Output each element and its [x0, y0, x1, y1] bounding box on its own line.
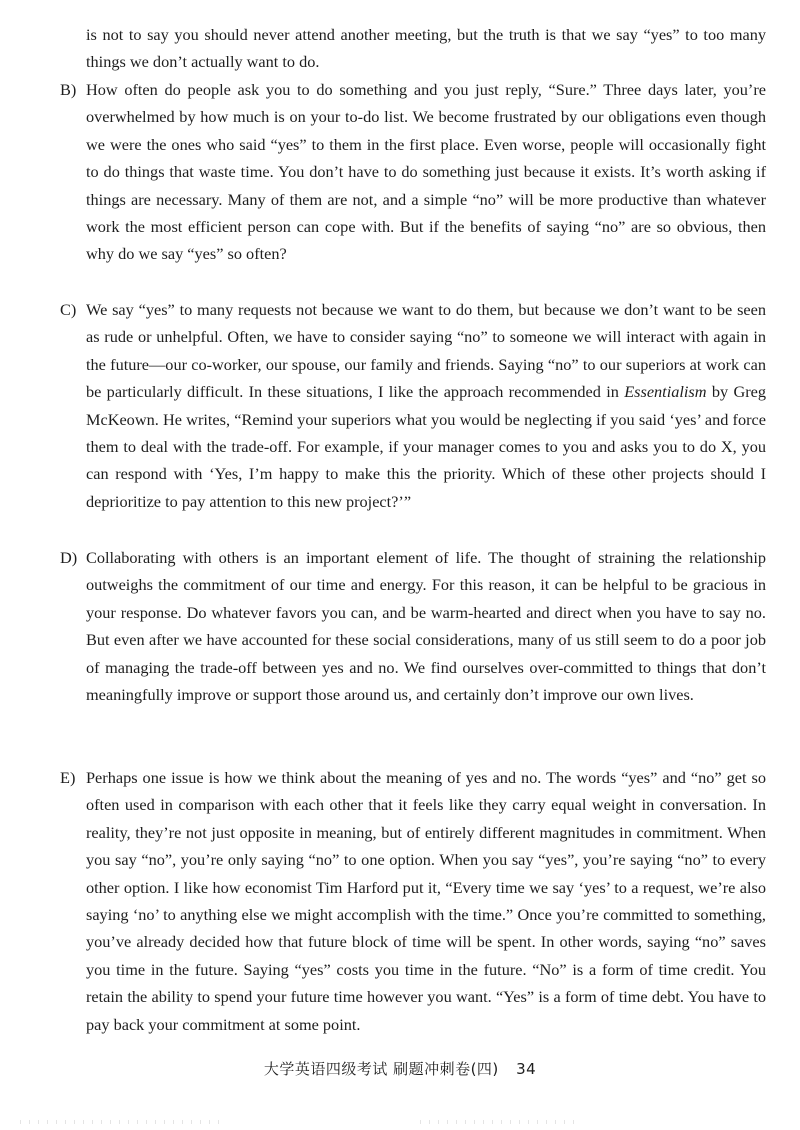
- paragraph-continued: [60, 21, 766, 76]
- paragraph-b-text: How often do people ask you to do something and you just reply, “Sure.” Three days later, you’re overwhelmed by how much is on your to-do list. We become frustrated by our obligations even though we were the ones who said “yes” to them in the first place. Even worse, people will occasionally fight to do things that waste time. You don’t have to do something just because it exists. It’s worth asking if things are necessary. Many of them are not, and a simple “no” will be more productive than whatever work the most efficient person can cope with. But if the benefits of saying “no” are so obvious, then why do we say “yes” so often?: [86, 80, 766, 264]
- page-footer: [0, 1058, 800, 1079]
- book-title: Essentialism: [624, 382, 707, 402]
- paragraph-e-label: E): [60, 768, 76, 787]
- paragraph-d-label: D): [60, 548, 78, 567]
- paragraph-c-text: [60, 296, 766, 515]
- paragraph-b: [60, 76, 766, 268]
- paragraph-e-text: Perhaps one issue is how we think about the meaning of yes and no. The words “yes” and “no” get so often used in comparison with each other that it feels like they carry equal weight in conversation. In reality, they’re not just opposite in meaning, but of entirely different magnitudes in commitment. When you say “no”, you’re only saying “no” to one option. When you say “yes”, you’re saying “no” to every other option. I like how economist Tim Harford put it, “Every time we say ‘yes’ to a request, we’re also saying ‘no’ to anything else we might accomplish with the time.” Once you’re committed to something, you’ve already decided how that future block of time will be spent. In other words, saying “no” saves you time in the future. Saying “yes” costs you time in the future. “No” is a form of time credit. You retain the ability to spend your future time however you want. “Yes” is a form of time debt. You have to pay back your commitment at some point.: [86, 768, 766, 1034]
- scan-noise-left: [20, 1120, 220, 1124]
- paragraph-continued-text: is not to say you should never attend another meeting, but the truth is that we say “yes” to too many things we don’t actually want to do.: [86, 25, 766, 72]
- paragraph-c-text-after: by Greg McKeown. He writes, “Remind your superiors what you would be neglecting if you said ‘yes’ and force them to deal with the trade-off. For example, if your manager comes to you and asks you to do X, you can respond with ‘Yes, I’m happy to make this the priority. Which of these other projects should I deprioritize to pay attention to this new project?’”: [86, 382, 766, 511]
- paragraph-d: [60, 544, 766, 708]
- paragraph-c-label: C): [60, 300, 77, 319]
- scan-noise-right: [420, 1120, 580, 1124]
- paragraph-e: [60, 764, 766, 1038]
- paragraph-b-label: B): [60, 80, 77, 99]
- page-number: 34: [516, 1060, 537, 1078]
- footer-title: 大学英语四级考试 刷题冲刺卷(四): [263, 1060, 499, 1078]
- paragraph-c: [60, 296, 766, 515]
- paragraph-d-text: Collaborating with others is an important element of life. The thought of straining the relationship outweighs the commitment of our time and energy. For this reason, it can be helpful to be gracious in your response. Do whatever favors you can, and be warm-hearted and direct when you have to say no. But even after we have accounted for these social considerations, many of us still seem to do a poor job of managing the trade-off between yes and no. We find ourselves over-committed to things that don’t meaningfully improve or support those around us, and certainly don’t improve our own lives.: [86, 548, 766, 705]
- paragraph-c-text-before: We say “yes” to many requests not because we want to do them, but because we don’t want to be seen as rude or unhelpful. Often, we have to consider saying “no” to someone we will interact with again in the future—our co-worker, our spouse, our family and friends. Saying “no” to our superiors at work can be particularly difficult. In these situations, I like the approach recommended in: [86, 300, 766, 402]
